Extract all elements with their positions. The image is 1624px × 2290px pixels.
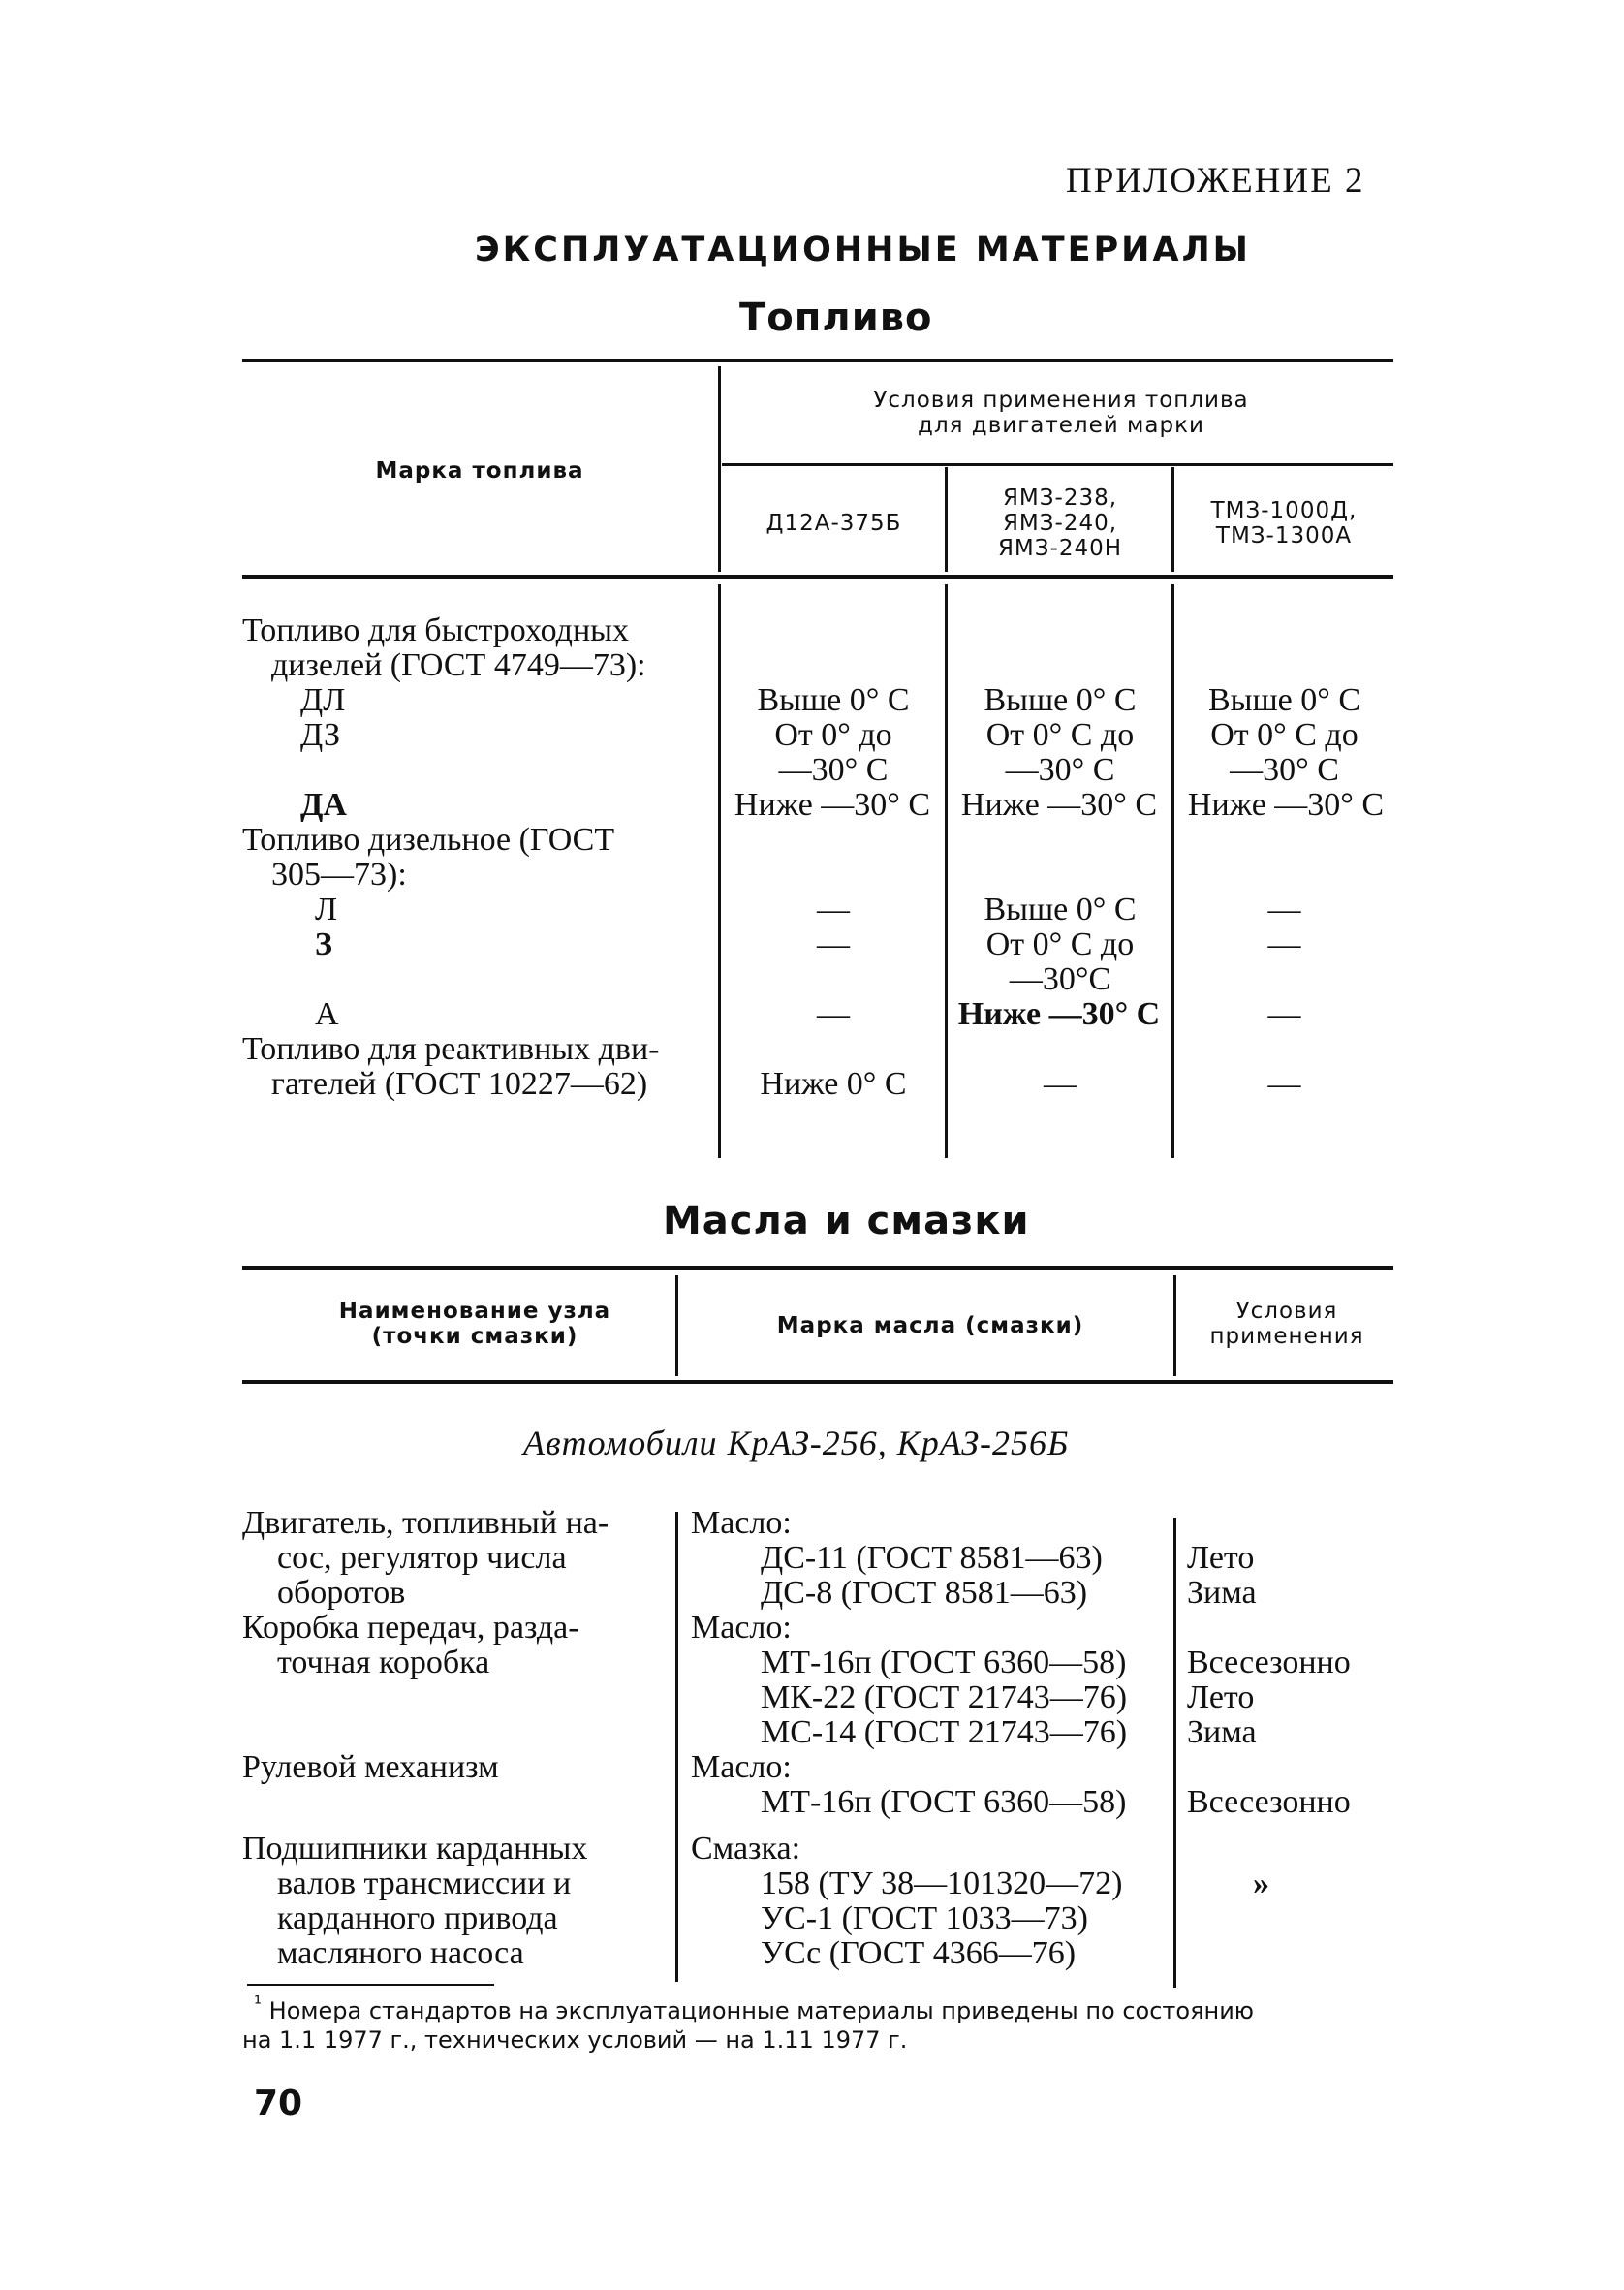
fuel-group3-title: Топливо для реактивных дви- гателей (ГОСТ 10227—62) xyxy=(242,1031,660,1102)
fuel-val: Выше 0° С xyxy=(1207,682,1361,718)
fuel-header-bottom-rule xyxy=(242,575,1393,579)
fuel-group2-title: Топливо дизельное (ГОСТ 305—73): xyxy=(242,822,615,893)
oils-section-title: Масла и смазки xyxy=(663,1199,1030,1243)
oil-brand: МК-22 (ГОСТ 21743—76) xyxy=(761,1679,1128,1715)
oil-label: Смазка: xyxy=(691,1831,801,1867)
fuel-val: От 0° С до —30° С xyxy=(1210,717,1359,788)
oil-cond: Лето xyxy=(1187,1540,1255,1576)
fuel-table-top-rule xyxy=(242,359,1393,362)
oil-cond: Зима xyxy=(1187,1575,1257,1611)
col-unit: Наименование узла (точки смазки) xyxy=(338,1299,611,1349)
footnote-rule xyxy=(247,1984,494,1986)
fuel-val: Ниже —30° С xyxy=(957,996,1161,1032)
fuel-val: Ниже —30° С xyxy=(734,787,931,823)
fuel-brand-da: ДА xyxy=(300,787,347,823)
fuel-header-vline-3 xyxy=(1171,467,1174,572)
fuel-val: — xyxy=(817,892,850,927)
fuel-val: — xyxy=(817,996,850,1032)
fuel-section-title: Топливо xyxy=(739,296,933,340)
oil-brand: МС-14 (ГОСТ 21743—76) xyxy=(761,1714,1128,1750)
oil-brand: ДС-8 (ГОСТ 8581—63) xyxy=(761,1575,1088,1611)
engine-d12a: Д12А-375Б xyxy=(765,511,902,536)
fuel-brand-z: З xyxy=(315,926,332,962)
fuel-val: Ниже —30° С xyxy=(1187,787,1385,823)
oil-cond: Лето xyxy=(1187,1679,1255,1715)
fuel-val: Выше 0° С xyxy=(757,682,910,718)
fuel-brand-a: А xyxy=(315,996,339,1032)
oils-header-vline-2 xyxy=(1173,1275,1176,1376)
oil-cond: Всесезонно xyxy=(1187,1645,1351,1680)
fuel-val: От 0° до —30° С xyxy=(774,717,892,788)
oils-body-vline-2 xyxy=(1173,1518,1176,1988)
fuel-val: Ниже 0° С xyxy=(760,1066,907,1102)
fuel-header-divider xyxy=(722,463,1393,466)
oil-brand: УСс (ГОСТ 4366—76) xyxy=(761,1935,1077,1971)
page-title: ЭКСПЛУАТАЦИОННЫЕ МАТЕРИАЛЫ xyxy=(475,231,1251,269)
fuel-brand-dl: ДЛ xyxy=(300,682,346,718)
oil-brand: МТ-16п (ГОСТ 6360—58) xyxy=(761,1784,1127,1820)
oil-brand: 158 (ТУ 38—101320—72) xyxy=(761,1866,1123,1901)
vehicle-subtitle: Автомобили КрАЗ-256, КрАЗ-256Б xyxy=(523,1424,1070,1462)
fuel-brand-dz: ДЗ xyxy=(300,717,341,753)
engine-yamz: ЯМЗ-238, ЯМЗ-240, ЯМЗ-240Н xyxy=(997,486,1123,561)
oil-label: Масло: xyxy=(691,1749,792,1785)
fuel-val: — xyxy=(1267,926,1301,962)
oil-brand: ДС-11 (ГОСТ 8581—63) xyxy=(761,1540,1103,1576)
oil-cond: Всесезонно xyxy=(1187,1784,1351,1820)
oils-header-vline-1 xyxy=(675,1275,678,1376)
fuel-val: Выше 0° С xyxy=(984,892,1137,927)
oil-unit-steering: Рулевой механизм xyxy=(242,1749,499,1785)
fuel-val: — xyxy=(1267,1066,1301,1102)
oil-label: Масло: xyxy=(691,1610,792,1646)
fuel-val: — xyxy=(1267,996,1301,1032)
fuel-val: — xyxy=(1267,892,1301,927)
fuel-header-vline-1 xyxy=(718,366,721,572)
appendix-label: ПРИЛОЖЕНИЕ 2 xyxy=(1066,161,1365,201)
oil-unit-engine: Двигатель, топливный на- сос, регулятор числа оборотов xyxy=(242,1505,609,1611)
oil-cond: Зима xyxy=(1187,1714,1257,1750)
page-number: 70 xyxy=(254,2084,303,2123)
oils-body-vline-1 xyxy=(675,1512,678,1982)
fuel-val: Выше 0° С xyxy=(984,682,1137,718)
oil-brand: МТ-16п (ГОСТ 6360—58) xyxy=(761,1645,1127,1680)
col-oil-brand: Марка масла (смазки) xyxy=(776,1313,1084,1338)
fuel-header-vline-2 xyxy=(945,467,948,572)
fuel-group1-title: Топливо для быстроходных дизелей (ГОСТ 4749—73): xyxy=(242,612,646,683)
fuel-val: Ниже —30° С xyxy=(960,787,1158,823)
oil-brand: УС-1 (ГОСТ 1033—73) xyxy=(761,1900,1088,1936)
col-conditions: Условия применения топлива для двигателей марки xyxy=(873,388,1249,438)
oil-unit-gearbox: Коробка передач, разда- точная коробка xyxy=(242,1610,579,1680)
engine-tmz: ТМЗ-1000Д, ТМЗ-1300А xyxy=(1210,498,1358,549)
oil-cond-ditto: » xyxy=(1253,1866,1269,1901)
oil-unit-bearings: Подшипники карданных валов трансмиссии и карданного привода масляного насоса xyxy=(242,1831,588,1971)
fuel-val: От 0° С до —30°С xyxy=(985,926,1135,997)
fuel-body-vline-2 xyxy=(945,584,948,1158)
fuel-brand-l: Л xyxy=(315,892,338,927)
col-conditions-of-use: Условия применения xyxy=(1209,1299,1364,1349)
fuel-val: — xyxy=(817,926,850,962)
fuel-val: От 0° С до —30° С xyxy=(985,717,1135,788)
fuel-body-vline-3 xyxy=(1171,584,1174,1158)
col-fuel-brand: Марка топлива xyxy=(375,458,584,484)
fuel-body-vline-1 xyxy=(718,584,721,1158)
oils-header-bottom-rule xyxy=(242,1380,1393,1384)
oils-table-top-rule xyxy=(242,1266,1393,1270)
fuel-val: — xyxy=(1044,1066,1077,1102)
oil-label: Масло: xyxy=(691,1505,792,1541)
footnote: $^{^1}$ Номера стандартов на эксплуатационные материалы приведены по состоянию на 1.1 1977 г., технических условий — на 1.11 1977 г. xyxy=(242,1992,1255,2054)
